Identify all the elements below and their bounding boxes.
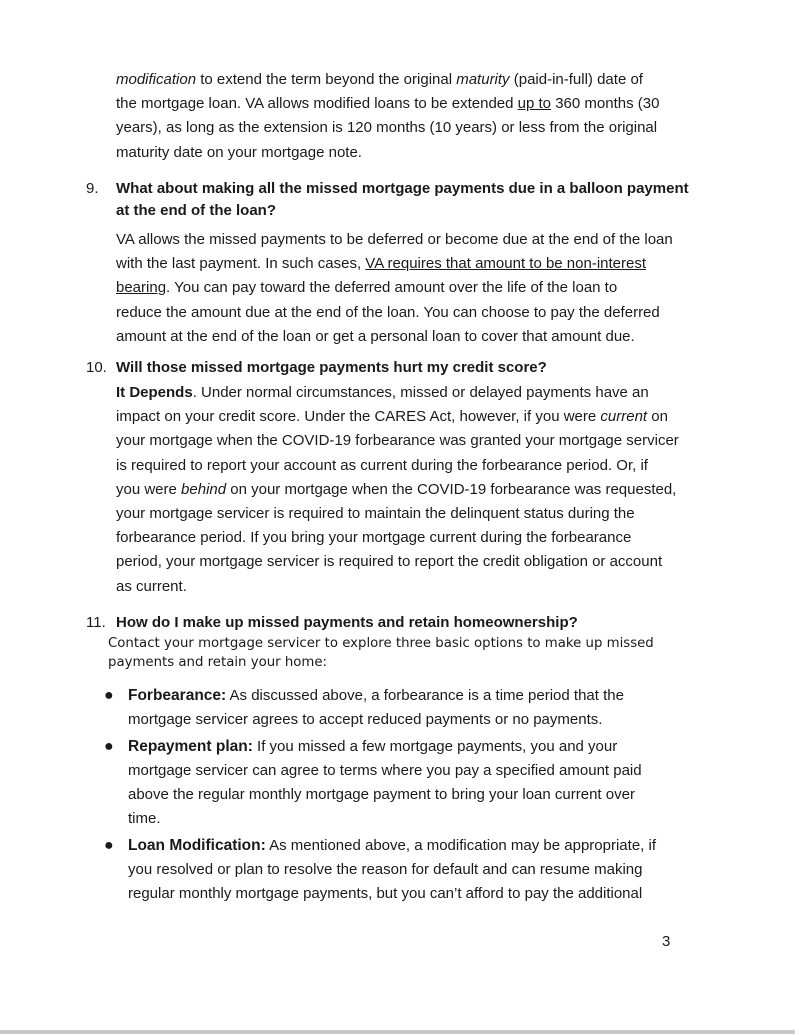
bullet-icon: ● — [104, 738, 114, 755]
bullet-icon: ● — [104, 687, 114, 704]
list-item: ● Loan Modification: As mentioned above, a modification may be appropriate, if you resolved or plan to resolve the reason for default and can resume making regular monthly mortgage payments, but you can’t afford to pay the additional — [104, 834, 724, 906]
answer-11-intro: Contact your mortgage servicer to explore three basic options to make up missed payments and retain your home: — [108, 636, 654, 670]
intro-paragraph: modification to extend the term beyond the original maturity (paid-in-full) date of the mortgage loan. VA allows modified loans to be extended up to 360 months (30 years), as long as the extension is 120 months (10 years) or less from the original maturity date on your mortgage note. — [116, 71, 660, 161]
question-title: What about making all the missed mortgage payments due in a balloon payment at the end of the loan? — [116, 180, 689, 219]
question-number: 11. — [86, 614, 106, 631]
list-item: ● Forbearance: As discussed above, a forbearance is a time period that the mortgage servicer agrees to accept reduced payments or no payments. — [104, 684, 724, 732]
page-bottom-edge — [0, 1030, 795, 1034]
list-item: ● Repayment plan: If you missed a few mortgage payments, you and your mortgage servicer can agree to terms where you pay a specified amount paid above the regular monthly mortgage payment to bring your loan current over time. — [104, 735, 724, 831]
bullet-icon: ● — [104, 837, 114, 854]
answer-9: VA allows the missed payments to be deferred or become due at the end of the loan with the last payment. In such cases, VA requires that amount to be non-interest bearing. You can pay toward the deferred amount over the life of the loan to reduce the amount due at the end of the loan. You can choose to pay the deferred amount at the end of the loan or get a personal loan to cover that amount due. — [116, 231, 673, 345]
question-title: How do I make up missed payments and retain homeownership? — [116, 614, 578, 631]
page-number: 3 — [662, 933, 671, 950]
question-number: 10. — [86, 359, 107, 376]
answer-10: It Depends. Under normal circumstances, missed or delayed payments have an impact on your credit score. Under the CARES Act, however, if you were current on your mortgage when the COVID-19 forbearance was granted your mortgage servicer is required to report your account as current during the forbearance period. Or, if you were behind on your mortgage when the COVID-19 forbearance was requested, your mortgage servicer is required to maintain the delinquent status during the forbearance period. If you bring your mortgage current during the forbearance period, your mortgage servicer is required to report the credit obligation or account as current. — [116, 384, 679, 595]
question-title: Will those missed mortgage payments hurt my credit score? — [116, 359, 547, 376]
question-number: 9. — [86, 180, 99, 197]
intro-term: modification — [116, 71, 197, 88]
options-list — [104, 684, 724, 906]
